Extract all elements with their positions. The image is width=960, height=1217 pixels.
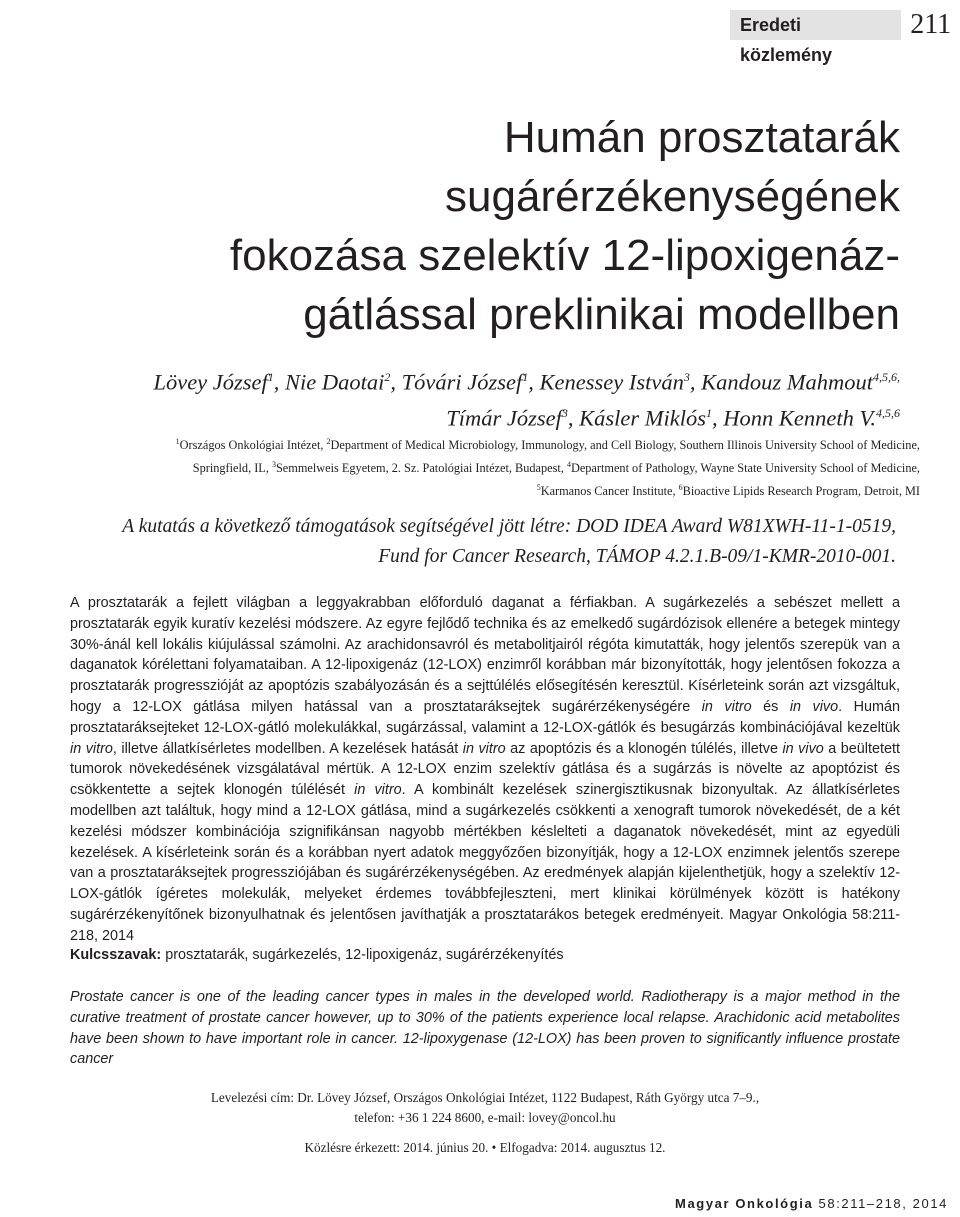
keywords (70, 945, 900, 965)
author-sup: 4,5,6 (876, 405, 900, 420)
author-line-2: Tímár József$^3$, Kásler Miklós$^1$, Honn Kenneth V.$^{4,5,6}$ (446, 405, 900, 430)
affiliation-sup: 4 (566, 460, 571, 470)
abstract-text: , illetve állatkísérletes modellben. A kezelések hatását (112, 740, 463, 757)
author-sup: 2 (384, 370, 391, 384)
affiliation-text: Department of Pathology, Wayne State University School of Medicine, (570, 461, 920, 476)
correspondence-contact: telefon: +36 1 224 8600, e-mail: lovey@oncol.hu (354, 1110, 616, 1125)
abstract-italic: in vitro (354, 782, 402, 799)
title-line: sugárérzékenységének (445, 172, 900, 221)
author-list (40, 362, 900, 433)
affiliation-text: Semmelweis Egyetem, 2. Sz. Patológiai Intézet, Budapest, (275, 461, 567, 476)
author-name: Kandouz Mahmout (701, 369, 873, 395)
author-sup: 3 (683, 370, 690, 384)
author-sup: 1 (522, 370, 529, 384)
abstract-italic: in vivo (789, 698, 839, 715)
keywords-label: Kulcsszavak: (70, 947, 162, 963)
abstract-italic: in vivo (782, 740, 824, 757)
author-name: Kásler Miklós (579, 405, 707, 430)
affiliation-text: Országos Onkológiai Intézet, (179, 438, 327, 453)
affiliation-sup: 1 (175, 437, 180, 446)
affiliation-text: Department of Medical Microbiology, Immunology, and Cell Biology, Southern Illinois University School of Medicine, (330, 438, 920, 453)
author-line-1: Lövey József$^1$, Nie Daotai$^2$, Tóvári József$^1$, Kenessey István$^3$, Kandouz Mahmout$^{4,5,6,}$ (153, 369, 900, 395)
section-label: Eredeti közlemény (730, 10, 901, 40)
keywords-text: prosztatarák, sugárkezelés, 12-lipoxigenáz, sugárérzékenyítés (165, 947, 564, 963)
abstract-italic: in vitro (701, 698, 752, 715)
abstract-text: az apoptózis és a klonogén túlélés, illetve (505, 740, 783, 757)
title-line: Humán prosztatarák (503, 113, 900, 162)
submission-dates: Közlésre érkezett: 2014. június 20. • Elfogadva: 2014. augusztus 12. (304, 1140, 666, 1155)
author-sup: 3 (561, 405, 568, 420)
affiliation-line-2 (22, 455, 920, 478)
author-name: Lövey József (153, 369, 268, 395)
author-name: Nie Daotai (285, 369, 385, 395)
affiliation-line-3 (22, 478, 920, 501)
abstract-text: és (751, 698, 790, 715)
title-line: gátlással preklinikai modellben (303, 290, 900, 339)
affiliation-text: Karmanos Cancer Institute, (540, 484, 679, 499)
running-footer (675, 1196, 948, 1211)
author-name: Honn Kenneth V. (723, 405, 876, 430)
author-name: Kenessey István (539, 369, 684, 395)
journal-citation: 58:211–218, 2014 (818, 1196, 948, 1211)
abstract-text: A prosztatarák a fejlett világban a leggyakrabban előforduló daganat a férfiakban. A sugárkezelés a sebészet mellett a prosztatarák egyik kuratív kezelési módszere. Az egyre fejlődő technika és az emelkedő sugárdózisok ellenére a betegek mintegy 30%-ánál kell lokális kiújulással számolni. Az arachidonsavról és metabolitjairól régóta kimutatták, hogy jelentős szerepük van a daganatok kórélettani folyamataiban. A 12-lipoxigenáz (12-LOX) enzimről korábban már bizonyították, hogy jelentősen fokozza a prosztatarák progresszióját az apoptózis szabályozásán és a sejttúlélés elősegítésén keresztül. Kísérleteink során azt vizsgáltuk, hogy a 12-LOX gátlása milyen hatással van a prosztataráksejtek sugárérzékenységére (70, 595, 900, 715)
correspondence-address: Levelezési cím: Dr. Lövey József, Országos Onkológiai Intézet, 1122 Budapest, Ráth György utca 7–9., (210, 1090, 760, 1105)
abstract-italic: in vitro (70, 740, 113, 757)
abstract-citation: Magyar Onkológia 58:211-218, 2014 (70, 906, 900, 944)
affiliation-line-1 (22, 432, 920, 455)
affiliation-text: Bioactive Lipids Research Program, Detroit, MI (682, 484, 920, 499)
abstract-text: a beültetett tumorok növekedésének vizsgálatával mértük. A 12-LOX enzim szelektív gátlása és a sugárzás is növelte az apoptózist és csökkentette a sejtek klonogén túlélését (70, 740, 900, 799)
author-sup: 1 (267, 370, 274, 384)
author-name: Tóvári József (401, 369, 523, 395)
abstract-italic: in vitro (462, 740, 506, 757)
article-title (140, 108, 900, 344)
abstract-text: . Humán prosztataráksejteket 12-LOX-gátló molekulákkal, sugárzással, valamint a 12-LOX-gátlók és besugárzás kombinációjával kezeltük (70, 698, 901, 736)
running-header (730, 0, 960, 65)
author-name: Tímár József (446, 405, 562, 430)
funding-line: Fund for Cancer Research, TÁMOP 4.2.1.B-09/1-KMR-2010-001. (378, 546, 896, 567)
affiliations (22, 432, 920, 501)
affiliation-sup: 5 (536, 483, 541, 493)
title-line: fokozása szelektív 12-lipoxigenáz- (229, 231, 900, 280)
hungarian-abstract (70, 593, 900, 947)
abstract-text: . A kombinált kezelések szinergisztikusnak bizonyultak. Az állatkísérletes modellben azt találtuk, hogy mind a 12-LOX gátlása, mind a sugárkezelés csökkenti a xenograft tumorok növekedését, de a két kezelési módszer kombinációja szignifikánsan nagyobb mértékben késlelteti a daganatok növekedését, mint az egyedüli kezelések. A kísérleteink során és a korábban nyert adatok meggyőzően bizonyítják, hogy a 12-LOX enzimnek jelentős szerepe van a prosztataráksejtek progressziójában és sugárérzékenységében. Az eredmények alapján kijelenthetjük, hogy a szelektív 12-LOX-gátlók ígéretes molekulák, melyeket érdemes továbbfejleszteni, mert klinikai körülmények között is hatékony sugárérzékenyítőnek bizonyulhatnak és jelentősen javíthatják a prosztatarákos betegek eredményeit. (70, 782, 900, 923)
journal-name: Magyar Onkológia (675, 1196, 814, 1211)
affiliation-sup: 2 (326, 437, 331, 446)
english-abstract: Prostate cancer is one of the leading cancer types in males in the developed world. Radiotherapy is a major method in the curative treatment of prostate cancer however, up to 30% of the patients experience local relapse. Arachidonic acid metabolites have been shown to have important role in cancer. 12-lipoxygenase (12-LOX) has been proven to significantly influence prostate cancer (70, 989, 900, 1068)
author-sup: 4,5,6, (873, 370, 900, 384)
funding-statement (60, 512, 896, 572)
affiliation-text: Springfield, IL, (192, 461, 272, 476)
author-sup: 1 (706, 405, 713, 420)
affiliation-sup: 3 (271, 460, 276, 470)
page-number: 211 (910, 9, 952, 40)
funding-line: A kutatás a következő támogatások segítségével jött létre: DOD IDEA Award W81XWH-11-1-0519, (122, 516, 896, 537)
affiliation-sup: 6 (678, 483, 683, 493)
correspondence (60, 1088, 910, 1158)
